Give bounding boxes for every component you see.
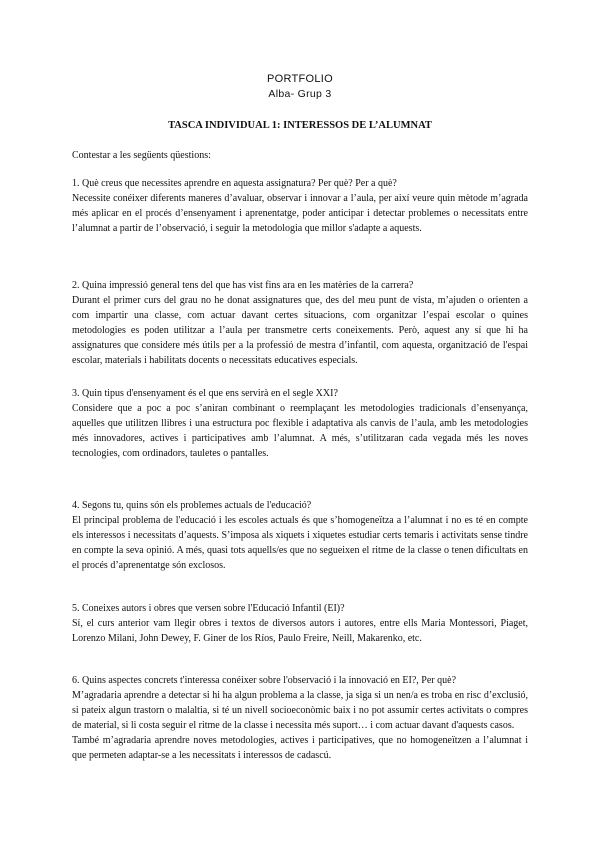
- document-title: PORTFOLIO: [266, 73, 334, 85]
- question-text: 4. Segons tu, quins són els problemes actuals de l'educació?: [72, 500, 312, 511]
- answer-text: Sí, el curs anterior vam llegir obres i textos de diversos autors i autores, entre ells Maria Montessori, Piaget, Lorenzo Milani, John Dewey, F. Giner de los Ríos, Paulo Freire, Neill, Makarenko, etc.: [72, 618, 528, 644]
- answer-text: Necessite conéixer diferents maneres d’avaluar, observar i innovar a l’aula, per així veure quin mètode m’agrada més aplicar en el procés d’ensenyament i aprenentatge, poder anticipar i detectar problemes o necessitats entre l’alumnat a partir de l’observació, i seguir la metodologia que millor s'adapte a aquests.: [72, 193, 528, 234]
- question-text: 1. Què creus que necessites aprendre en aquesta assignatura? Per què? Per a què?: [72, 178, 397, 189]
- question-section-3: [72, 386, 528, 461]
- question-section-6: [72, 673, 528, 763]
- answer-text: M’agradaria aprendre a detectar si hi ha algun problema a la classe, ja siga si un nen/a es troba en risc d’exclusió, si pateix algun trastorn o malaltia, si té un nivell socioeconòmic baix i no pot assumir certes activitats o compres de material, si li costa seguir el ritme de la classe i necessita més suport… i com actuar davant d'aquests casos.: [72, 690, 528, 731]
- question-section-2: [72, 278, 528, 368]
- intro-text: Contestar a les següents qüestions:: [72, 150, 211, 161]
- question-text: 2. Quina impressió general tens del que has vist fins ara en les matèries de la carrera?: [72, 280, 414, 291]
- answer-text: Durant el primer curs del grau no he donat assignatures que, des del meu punt de vista, m’ajuden o orienten a com impartir una classe, com actuar davant certes situacions, com organitzar l’espai escolar o quines metodologies es poden utilitzar a l’aula per transmetre certs coneixements. Però, aquest any sí que hi ha assignatures que considere més útils per a la professió de mestra d’infantil, com aquesta, organització de l'espai escolar, materials i habilitats docents o necessitats educatives especials.: [72, 295, 528, 366]
- question-section-1: [72, 176, 528, 236]
- question-section-4: [72, 498, 528, 573]
- question-section-5: [72, 601, 528, 646]
- question-text: 3. Quin tipus d'ensenyament és el que ens servirà en el segle XXI?: [72, 388, 338, 399]
- question-text: 5. Coneixes autors i obres que versen sobre l'Educació Infantil (EI)?: [72, 603, 345, 614]
- answer-text: El principal problema de l'educació i les escoles actuals és que s’homogeneïtza a l’alumnat i no es té en compte els interessos i necessitats d’aquests. S’imposa als xiquets i xiquetes estudiar certs temaris i activitats sense tindre en compte la seva opinió. A més, quasi tots aquells/es que no segueixen el ritme de la classe o tenen dificultats en el procés d’aprenentatge són exclosos.: [72, 515, 528, 571]
- answer-text: Considere que a poc a poc s’aniran combinant o reemplaçant les metodologies tradicionals d’ensenyança, aquelles que utilitzen llibres i una estructura poc flexible i adaptativa als canvis de l’aula, amb les metodologies més innovadores, actives i participatives amb l’alumnat. A més, s’utilitzaran cada vegada més les noves tecnologies, com ordinadors, tauletes o pantalles.: [72, 403, 528, 459]
- question-text: 6. Quins aspectes concrets t'interessa conéixer sobre l'observació i la innovació en EI?, Per què?: [72, 675, 457, 686]
- document-subtitle: Alba- Grup 3: [268, 88, 332, 100]
- task-heading: TASCA INDIVIDUAL 1: INTERESSOS DE L’ALUMNAT: [168, 120, 432, 131]
- answer-text: També m’agradaria aprendre noves metodologies, actives i participatives, que no homogeneïtzen a l’alumnat i que permeten adaptar-se a les necessitats i interessos de cadascú.: [72, 735, 528, 761]
